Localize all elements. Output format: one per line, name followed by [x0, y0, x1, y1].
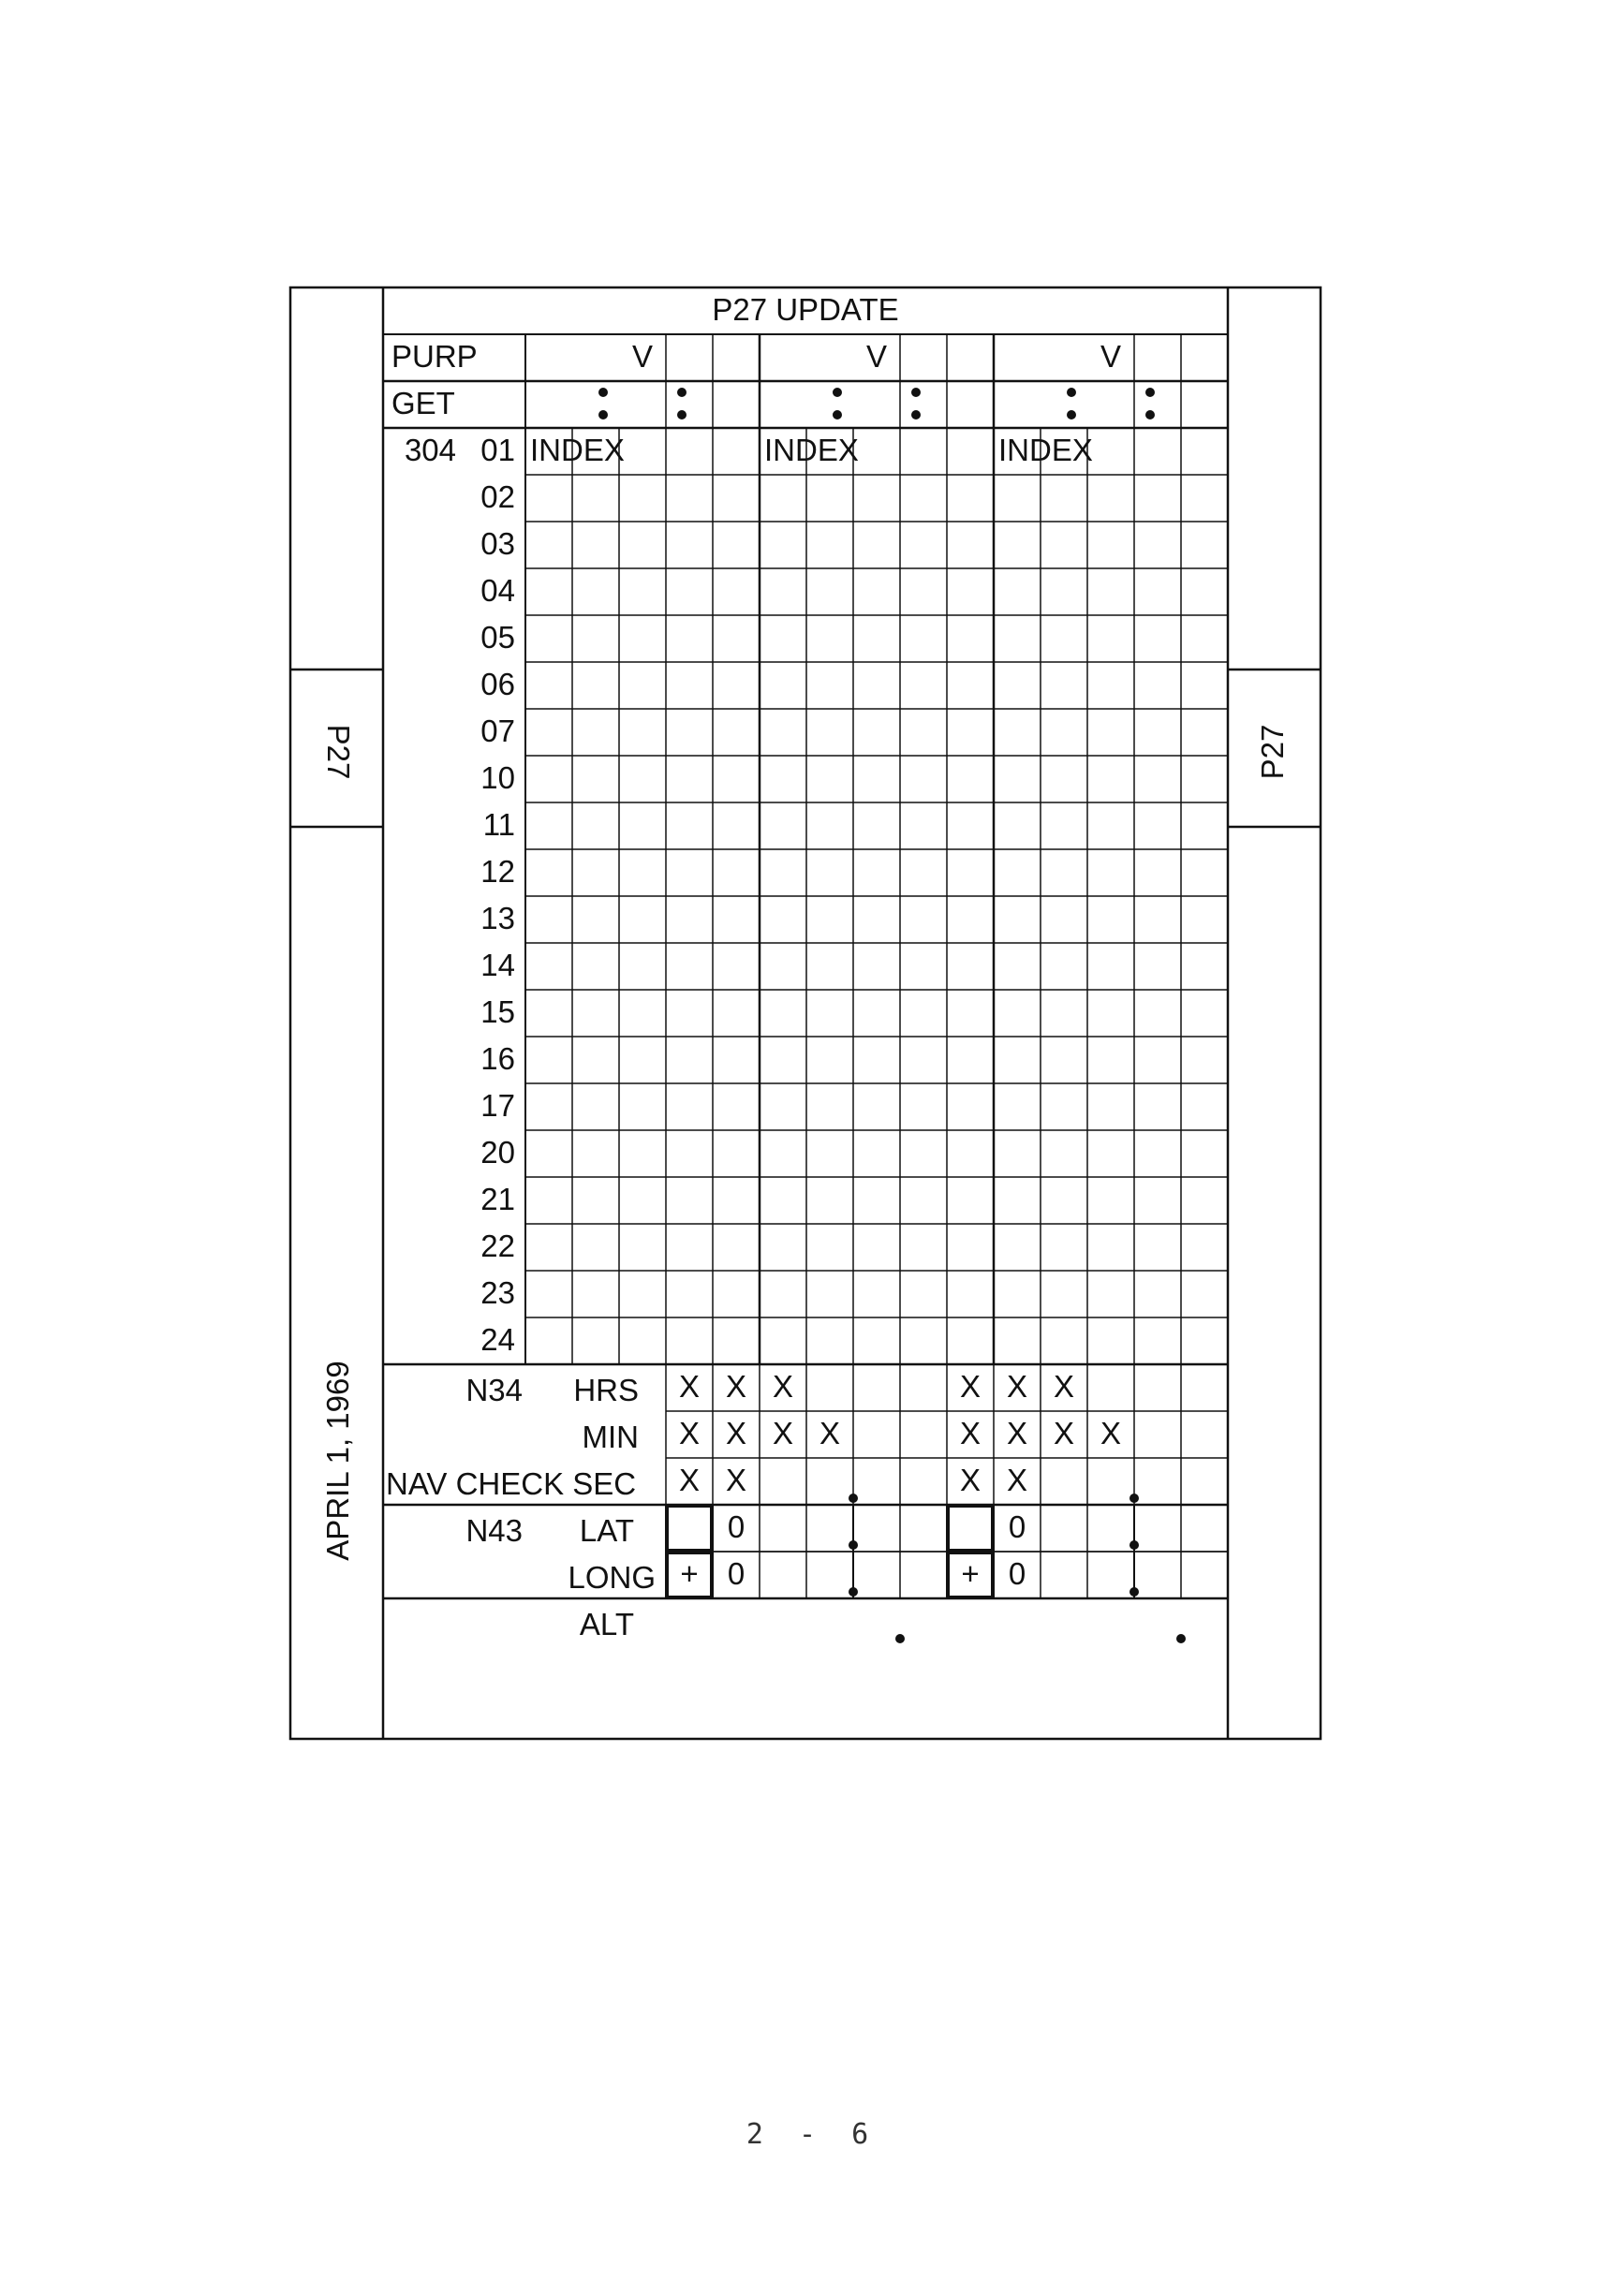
x-mark: X — [959, 1369, 982, 1404]
register-row-label-15: 15 — [480, 994, 515, 1029]
x-mark: X — [772, 1369, 794, 1404]
zero-mark: 0 — [1008, 1509, 1026, 1544]
decimal-point-dot — [849, 1587, 858, 1597]
zero-mark: 0 — [727, 1556, 746, 1591]
get-colon-dot — [911, 410, 921, 419]
n34-label: N34 — [465, 1373, 523, 1407]
register-row-label-16: 16 — [480, 1041, 515, 1076]
decimal-point-dot — [1176, 1634, 1186, 1643]
decimal-point-dot — [1129, 1494, 1139, 1503]
column-header-labels — [530, 339, 1121, 467]
form-marks — [598, 388, 1186, 1643]
get-colon-dot — [833, 388, 842, 397]
register-row-label-11: 11 — [482, 807, 515, 842]
register-row-label-04: 04 — [480, 573, 515, 608]
x-mark: X — [959, 1416, 982, 1450]
lat-label: LAT — [579, 1513, 634, 1548]
x-mark: X — [1053, 1369, 1075, 1404]
sign-box — [667, 1506, 712, 1551]
page-number: 2 - 6 — [746, 2118, 878, 2151]
x-mark: X — [678, 1369, 701, 1404]
register-row-labels — [480, 433, 515, 1357]
register-row-label-03: 03 — [480, 526, 515, 561]
form-title: P27 UPDATE — [712, 292, 899, 327]
register-row-label-02: 02 — [480, 479, 515, 514]
hrs-label: HRS — [573, 1373, 639, 1407]
x-mark: X — [819, 1416, 841, 1450]
decimal-point-dot — [1129, 1587, 1139, 1597]
index-label: INDEX — [530, 433, 625, 467]
get-colon-dot — [598, 388, 608, 397]
zero-mark: 0 — [1008, 1556, 1026, 1591]
get-colon-dot — [1067, 410, 1076, 419]
register-row-label-24: 24 — [480, 1322, 515, 1357]
form-date: APRIL 1, 1969 — [320, 1361, 355, 1561]
get-colon-dot — [677, 410, 687, 419]
register-row-label-20: 20 — [480, 1135, 515, 1170]
form-outer-border — [290, 287, 1321, 1739]
side-tab-left: P27 — [321, 724, 356, 780]
long-label: LONG — [568, 1560, 656, 1595]
get-label: GET — [391, 386, 455, 420]
x-mark: X — [1006, 1463, 1028, 1497]
x-mark: X — [678, 1463, 701, 1497]
x-mark: X — [725, 1463, 747, 1497]
purp-label: PURP — [391, 339, 478, 374]
x-mark: X — [678, 1416, 701, 1450]
register-row-label-10: 10 — [480, 760, 515, 795]
decimal-point-dot — [1129, 1540, 1139, 1550]
x-mark: X — [959, 1463, 982, 1497]
alt-label: ALT — [579, 1607, 634, 1641]
get-colon-dot — [833, 410, 842, 419]
get-colon-dot — [1145, 388, 1155, 397]
min-label: MIN — [582, 1420, 639, 1454]
register-row-label-12: 12 — [480, 854, 515, 889]
index-label: INDEX — [764, 433, 859, 467]
form-grid-lines — [290, 287, 1321, 1739]
register-row-label-21: 21 — [480, 1182, 515, 1216]
register-row-label-01: 01 — [480, 433, 515, 467]
x-mark: X — [1053, 1416, 1075, 1450]
x-mark: X — [772, 1416, 794, 1450]
register-row-label-14: 14 — [480, 948, 515, 982]
plus-mark: + — [961, 1556, 980, 1591]
x-mark: X — [1100, 1416, 1122, 1450]
register-prefix: 304 — [404, 433, 456, 467]
zero-mark: 0 — [727, 1509, 746, 1544]
index-label: INDEX — [998, 433, 1093, 467]
n43-label: N43 — [465, 1513, 523, 1548]
purp-verb-mark: V — [865, 339, 888, 374]
register-row-label-06: 06 — [480, 667, 515, 701]
x-mark: X — [1006, 1416, 1028, 1450]
x-mark: X — [725, 1369, 747, 1404]
side-tab-right: P27 — [1255, 724, 1290, 780]
decimal-point-dot — [895, 1634, 905, 1643]
get-colon-dot — [677, 388, 687, 397]
register-row-label-07: 07 — [480, 714, 515, 748]
register-row-label-17: 17 — [480, 1088, 515, 1123]
get-colon-dot — [598, 410, 608, 419]
purp-verb-mark: V — [1100, 339, 1122, 374]
decimal-point-dot — [849, 1540, 858, 1550]
get-colon-dot — [1067, 388, 1076, 397]
x-mark: X — [1006, 1369, 1028, 1404]
plus-mark: + — [680, 1556, 699, 1591]
decimal-point-dot — [849, 1494, 858, 1503]
register-row-label-05: 05 — [480, 620, 515, 655]
nav-check-sec-label: NAV CHECK SEC — [386, 1466, 637, 1501]
register-row-label-23: 23 — [480, 1275, 515, 1310]
sign-box — [948, 1506, 993, 1551]
get-colon-dot — [1145, 410, 1155, 419]
get-colon-dot — [911, 388, 921, 397]
register-row-label-13: 13 — [480, 901, 515, 935]
x-mark: X — [725, 1416, 747, 1450]
register-row-label-22: 22 — [480, 1229, 515, 1263]
purp-verb-mark: V — [631, 339, 654, 374]
